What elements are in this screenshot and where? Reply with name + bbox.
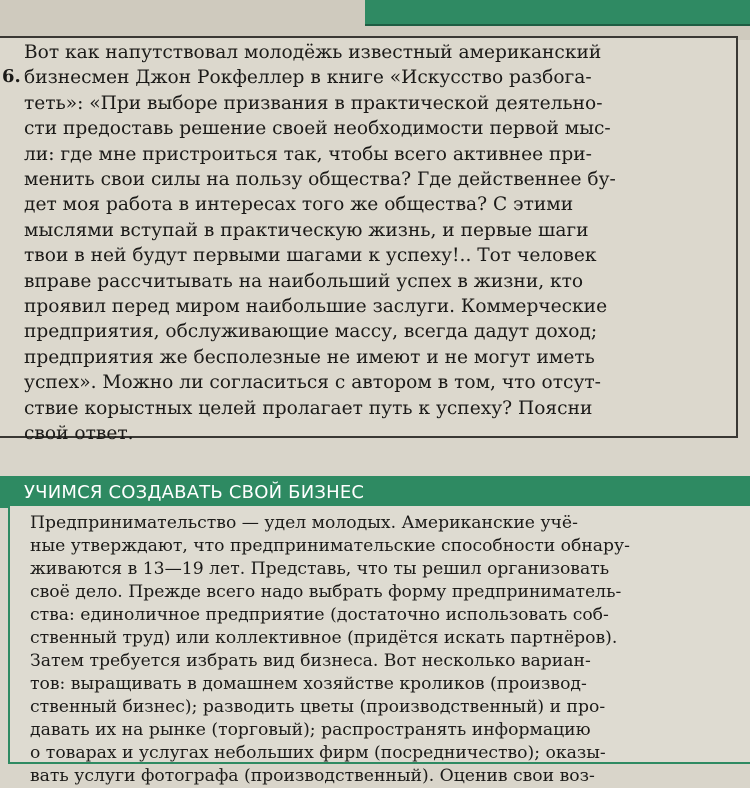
section-title: УЧИМСЯ СОЗДАВАТЬ СВОЙ БИЗНЕС [24,482,365,503]
section-text: Предпринимательство — удел молодых. Американские учё- ные утверждают, что предпринимательские способности обнару- живаются в 13—19 лет. Представь, что ты решил организовать своё дело. Прежде всего надо выбрать форму предприниматель- ства: единоличное предприятие (достаточно использовать соб- ственный труд) или коллективное (придётся искать партнёров). Затем требуется избрать вид бизнеса. Вот несколько вариан- тов: выращивать в домашнем хозяйстве кроликов (производ- ственный бизнес); разводить цветы (производственный) и про- давать их на рынке (торговый); распространять информацию о товарах и услугах небольших фирм (посредничество); оказы- вать услуги фотографа (производственный). Оценив свои воз- [30,513,630,786]
top-green-banner [365,0,750,26]
exercise-text: Вот как напутствовал молодёжь известный американский бизнесмен Джон Рокфеллер в книге «Искусство разбога- теть»: «При выборе призвания в практической деятельно- сти предоставь решение своей необходимости первой мыс- ли: где мне пристроиться так, чтобы всего активнее при- менить свои силы на пользу общества? Где действеннее бу- дет моя работа в интересах того же общества? С этими мыслями вступай в практическую жизнь, и первые шаги твои в ней будут первыми шагами к успеху!.. Тот человек вправе рассчитывать на наибольший успех в жизни, кто проявил перед миром наибольшие заслуги. Коммерческие предприятия, обслуживающие массу, всегда дадут доход; предприятия же бесполезные не имеют и не могут иметь успех». Можно ли согласиться с автором в том, что отсут- ствие корыстных целей пролагает путь к успеху? Поясни свой ответ. [24,42,616,445]
exercise-number: 6. [2,66,21,87]
